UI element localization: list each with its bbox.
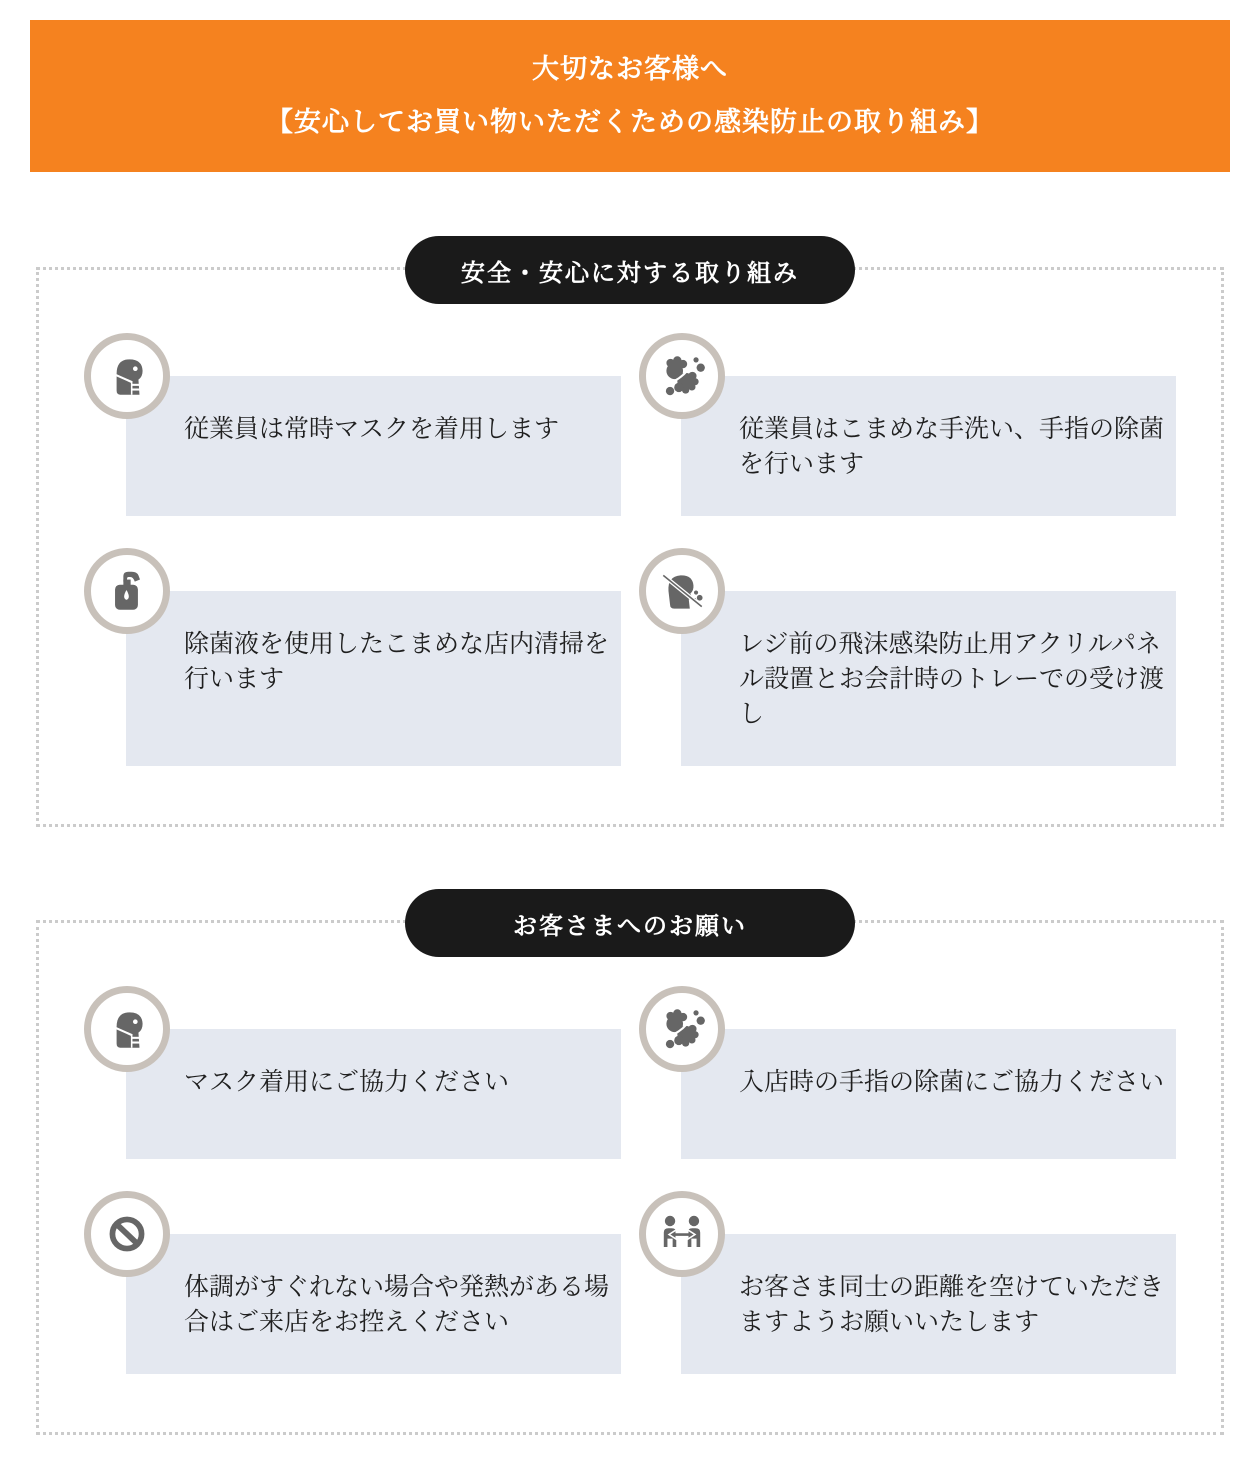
mask-face-icon	[84, 986, 170, 1072]
list-item	[84, 1191, 621, 1374]
sanitizer-bottle-icon	[84, 548, 170, 634]
list-item	[84, 986, 621, 1159]
list-item	[639, 548, 1176, 766]
item-text: レジ前の飛沫感染防止用アクリルパネル設置とお会計時のトレーでの受け渡し	[681, 591, 1176, 766]
list-item	[84, 333, 621, 516]
item-text: 従業員は常時マスクを着用します	[126, 376, 621, 516]
list-item	[639, 986, 1176, 1159]
hand-wash-icon	[639, 333, 725, 419]
notice-banner	[30, 20, 1230, 172]
list-item	[84, 548, 621, 766]
section-customer-requests	[36, 912, 1224, 1435]
prohibition-icon	[84, 1191, 170, 1277]
droplet-block-icon	[639, 548, 725, 634]
section-title-pill	[405, 889, 855, 957]
banner-title: 大切なお客様へ	[532, 53, 728, 84]
item-text: 除菌液を使用したこまめな店内清掃を行います	[126, 591, 621, 766]
section-safety-measures	[36, 259, 1224, 827]
list-item	[639, 1191, 1176, 1374]
item-text: 体調がすぐれない場合や発熱がある場合はご来店をお控えください	[126, 1234, 621, 1374]
section-title: 安全・安心に対する取り組み	[461, 259, 799, 287]
measures-grid	[84, 333, 1176, 766]
item-text: 従業員はこまめな手洗い、手指の除菌を行います	[681, 376, 1176, 516]
requests-grid	[84, 986, 1176, 1374]
social-distance-icon	[639, 1191, 725, 1277]
section-title: お客さまへのお願い	[513, 912, 747, 940]
item-text: お客さま同士の距離を空けていただきますようお願いいたします	[681, 1234, 1176, 1374]
list-item	[639, 333, 1176, 516]
mask-face-icon	[84, 333, 170, 419]
banner-subtitle: 【安心してお買い物いただくための感染防止の取り組み】	[266, 106, 994, 137]
item-text: 入店時の手指の除菌にご協力ください	[681, 1029, 1176, 1159]
section-title-pill	[405, 236, 855, 304]
item-text: マスク着用にご協力ください	[126, 1029, 621, 1159]
hand-wash-icon	[639, 986, 725, 1072]
page	[0, 20, 1260, 1460]
